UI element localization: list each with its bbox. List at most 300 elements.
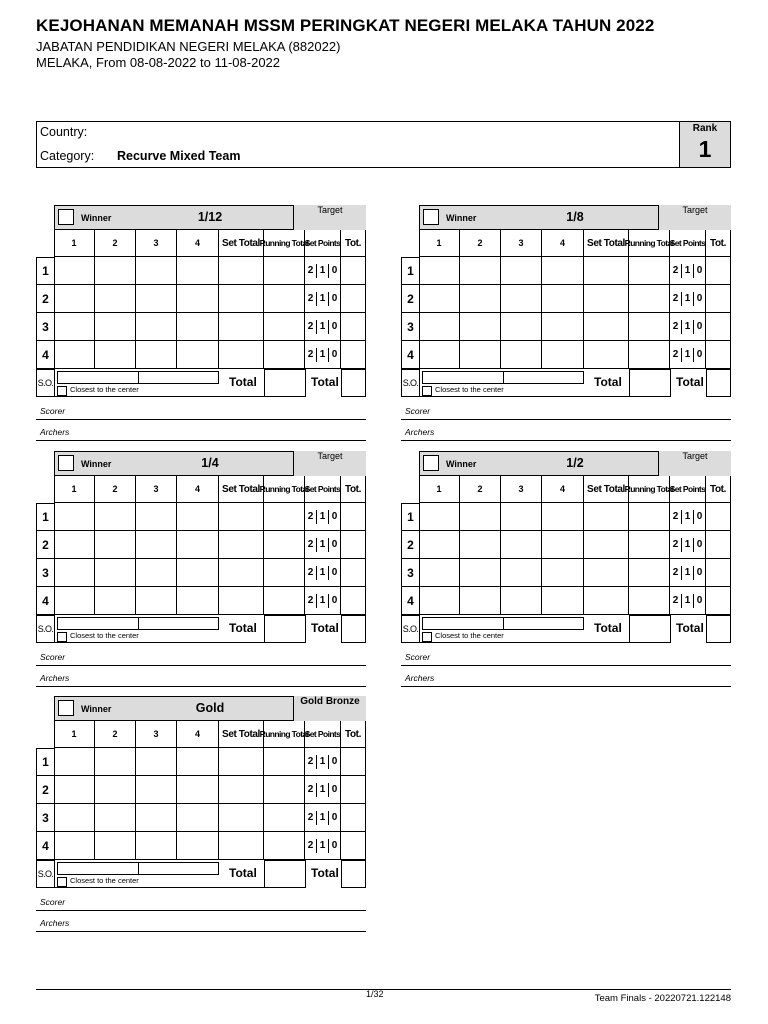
shoot-off-arrow-1[interactable] xyxy=(422,617,504,630)
set-total-cell[interactable] xyxy=(584,257,629,285)
arrow-score-cell[interactable] xyxy=(419,503,460,531)
arrow-score-cell[interactable] xyxy=(136,587,177,615)
set-total-cell[interactable] xyxy=(219,776,264,804)
set-point-option[interactable]: 2 xyxy=(670,264,682,278)
running-total-cell[interactable] xyxy=(264,587,305,615)
arrow-score-cell[interactable] xyxy=(501,587,542,615)
set-total-cell[interactable] xyxy=(219,313,264,341)
set-point-option[interactable]: 1 xyxy=(682,264,694,278)
set-points-options xyxy=(305,285,340,313)
set-point-option[interactable]: 2 xyxy=(305,538,317,552)
arrow-score-cell[interactable] xyxy=(54,776,95,804)
set-point-option[interactable]: 1 xyxy=(317,755,329,769)
set-point-option[interactable]: 0 xyxy=(696,595,703,606)
arrow-score-cell[interactable] xyxy=(177,776,219,804)
set-point-option[interactable]: 2 xyxy=(670,594,682,608)
set-point-option[interactable]: 2 xyxy=(670,510,682,524)
set-point-option[interactable]: 1 xyxy=(682,348,694,362)
target-box xyxy=(658,205,731,230)
arrow-score-cell[interactable] xyxy=(460,313,501,341)
running-total-cell[interactable] xyxy=(264,776,305,804)
set-point-option[interactable]: 0 xyxy=(331,265,338,276)
closest-label: Closest to the center xyxy=(70,876,139,885)
set-point-option[interactable]: 0 xyxy=(696,567,703,578)
arrow-score-cell[interactable] xyxy=(95,832,136,860)
set-total-sum-cell[interactable] xyxy=(629,615,671,643)
set-points-cell xyxy=(670,587,706,615)
arrow-score-cell[interactable] xyxy=(136,559,177,587)
closest-checkbox[interactable] xyxy=(422,386,432,396)
set-points-options xyxy=(305,804,340,832)
category-label: Category: xyxy=(40,149,95,163)
set-point-option[interactable]: 0 xyxy=(331,784,338,795)
arrow-score-cell[interactable] xyxy=(177,341,219,369)
arrow-score-cell[interactable] xyxy=(419,587,460,615)
set-point-option[interactable]: 0 xyxy=(696,321,703,332)
tot-cell[interactable] xyxy=(341,776,366,804)
set-points-cell xyxy=(670,313,706,341)
shoot-off-arrow-2[interactable] xyxy=(139,862,219,875)
arrow-score-cell[interactable] xyxy=(419,313,460,341)
tot-cell[interactable] xyxy=(706,587,731,615)
set-point-option[interactable]: 1 xyxy=(682,320,694,334)
round-title: 1/2 xyxy=(566,456,584,470)
arrow-score-cell[interactable] xyxy=(95,776,136,804)
arrow-score-cell[interactable] xyxy=(460,341,501,369)
set-point-option[interactable]: 1 xyxy=(317,320,329,334)
closest-checkbox[interactable] xyxy=(57,877,67,887)
divider xyxy=(54,642,266,643)
set-point-option[interactable]: 0 xyxy=(331,756,338,767)
set-point-option[interactable]: 1 xyxy=(682,566,694,580)
arrow-score-cell[interactable] xyxy=(542,313,584,341)
set-point-option[interactable]: 2 xyxy=(305,320,317,334)
arrow-score-cell[interactable] xyxy=(542,503,584,531)
set-point-option[interactable]: 2 xyxy=(670,566,682,580)
archers-line xyxy=(36,686,366,687)
closest-checkbox[interactable] xyxy=(57,386,67,396)
arrow-score-cell[interactable] xyxy=(542,531,584,559)
arrow-score-cell[interactable] xyxy=(419,559,460,587)
column-header: 1 xyxy=(419,476,460,502)
grand-total-cell[interactable] xyxy=(341,369,366,397)
set-point-option[interactable]: 0 xyxy=(696,539,703,550)
running-total-cell[interactable] xyxy=(629,341,670,369)
shoot-off-arrow-1[interactable] xyxy=(422,371,504,384)
tot-cell[interactable] xyxy=(341,559,366,587)
arrow-score-cell[interactable] xyxy=(95,804,136,832)
shoot-off-arrow-2[interactable] xyxy=(139,617,219,630)
arrow-score-cell[interactable] xyxy=(542,559,584,587)
running-total-cell[interactable] xyxy=(629,531,670,559)
grand-total-cell[interactable] xyxy=(706,369,731,397)
arrow-score-cell[interactable] xyxy=(177,587,219,615)
set-point-option[interactable]: 2 xyxy=(305,755,317,769)
arrow-score-cell[interactable] xyxy=(501,559,542,587)
arrow-score-cell[interactable] xyxy=(54,313,95,341)
end-number: 1 xyxy=(401,503,419,531)
set-point-option[interactable]: 1 xyxy=(682,292,694,306)
set-point-option[interactable]: 2 xyxy=(670,538,682,552)
arrow-score-cell[interactable] xyxy=(542,285,584,313)
arrow-score-cell[interactable] xyxy=(177,804,219,832)
arrow-score-cell[interactable] xyxy=(501,341,542,369)
scorer-label: Scorer xyxy=(405,406,431,416)
arrow-score-cell[interactable] xyxy=(177,257,219,285)
set-point-option[interactable]: 1 xyxy=(317,292,329,306)
set-points-cell xyxy=(670,559,706,587)
set-point-option[interactable]: 0 xyxy=(331,539,338,550)
arrow-score-cell[interactable] xyxy=(136,531,177,559)
grand-total-cell[interactable] xyxy=(341,860,366,888)
column-header: 2 xyxy=(95,230,136,256)
arrow-score-cell[interactable] xyxy=(54,804,95,832)
set-point-option[interactable]: 0 xyxy=(331,567,338,578)
arrow-score-cell[interactable] xyxy=(501,503,542,531)
scorer-line xyxy=(36,419,366,420)
arrow-score-cell[interactable] xyxy=(460,559,501,587)
archers-label: Archers xyxy=(40,673,70,683)
tot-cell[interactable] xyxy=(706,559,731,587)
arrow-score-cell[interactable] xyxy=(542,257,584,285)
set-total-cell[interactable] xyxy=(219,587,264,615)
set-point-option[interactable]: 1 xyxy=(317,538,329,552)
arrow-score-cell[interactable] xyxy=(177,285,219,313)
set-point-option[interactable]: 0 xyxy=(696,511,703,522)
set-total-sum-cell[interactable] xyxy=(264,615,306,643)
tot-cell[interactable] xyxy=(706,285,731,313)
running-total-cell[interactable] xyxy=(264,341,305,369)
set-total-cell[interactable] xyxy=(219,832,264,860)
grand-total-cell[interactable] xyxy=(706,615,731,643)
running-total-cell[interactable] xyxy=(264,503,305,531)
set-total-cell[interactable] xyxy=(219,257,264,285)
end-number: 1 xyxy=(36,503,54,531)
arrow-score-cell[interactable] xyxy=(95,503,136,531)
shoot-off-arrow-1[interactable] xyxy=(57,862,139,875)
set-point-option[interactable]: 2 xyxy=(305,566,317,580)
tot-cell[interactable] xyxy=(341,503,366,531)
running-total-cell[interactable] xyxy=(264,832,305,860)
end-number: 3 xyxy=(36,313,54,341)
running-total-cell[interactable] xyxy=(264,559,305,587)
winner-checkbox[interactable] xyxy=(58,455,74,471)
divider xyxy=(419,396,631,397)
arrow-score-cell[interactable] xyxy=(177,531,219,559)
column-header: Running Total xyxy=(264,230,305,256)
total-label: Total xyxy=(676,621,704,635)
shoot-off-label: S.O. xyxy=(36,369,54,397)
set-points-options xyxy=(305,587,340,615)
arrow-score-cell[interactable] xyxy=(460,257,501,285)
column-header: Set Points xyxy=(670,230,706,256)
tot-cell[interactable] xyxy=(706,313,731,341)
tot-cell[interactable] xyxy=(341,285,366,313)
arrow-score-cell[interactable] xyxy=(54,531,95,559)
column-header-row xyxy=(419,476,731,503)
set-point-option[interactable]: 2 xyxy=(305,839,317,853)
shoot-off-row xyxy=(36,860,366,888)
scorer-label: Scorer xyxy=(40,897,66,907)
set-points-cell xyxy=(305,285,341,313)
set-points-options xyxy=(305,776,340,804)
column-header: 2 xyxy=(460,476,501,502)
arrow-score-cell[interactable] xyxy=(460,285,501,313)
set-point-option[interactable]: 2 xyxy=(305,264,317,278)
arrow-score-cell[interactable] xyxy=(136,341,177,369)
set-point-option[interactable]: 2 xyxy=(305,292,317,306)
winner-checkbox[interactable] xyxy=(423,209,439,225)
column-header: 4 xyxy=(542,230,584,256)
running-total-cell[interactable] xyxy=(629,587,670,615)
set-total-cell[interactable] xyxy=(219,559,264,587)
set-points-cell xyxy=(305,503,341,531)
set-point-option[interactable]: 1 xyxy=(317,348,329,362)
arrow-score-cell[interactable] xyxy=(177,503,219,531)
divider xyxy=(54,369,55,397)
arrow-score-cell[interactable] xyxy=(460,587,501,615)
set-point-option[interactable]: 1 xyxy=(682,538,694,552)
column-header: 3 xyxy=(501,476,542,502)
grand-total-cell[interactable] xyxy=(341,615,366,643)
arrow-score-cell[interactable] xyxy=(542,341,584,369)
set-points-cell xyxy=(670,531,706,559)
column-header: 4 xyxy=(177,721,219,747)
arrow-score-cell[interactable] xyxy=(95,257,136,285)
arrow-score-cell[interactable] xyxy=(54,587,95,615)
running-total-cell[interactable] xyxy=(629,313,670,341)
arrow-score-cell[interactable] xyxy=(136,503,177,531)
arrow-score-cell[interactable] xyxy=(95,341,136,369)
column-header: 2 xyxy=(95,476,136,502)
arrow-score-cell[interactable] xyxy=(419,341,460,369)
arrow-score-cell[interactable] xyxy=(54,341,95,369)
set-total-cell[interactable] xyxy=(584,587,629,615)
tot-cell[interactable] xyxy=(706,531,731,559)
set-point-option[interactable]: 1 xyxy=(317,839,329,853)
set-point-option[interactable]: 0 xyxy=(331,321,338,332)
set-point-option[interactable]: 2 xyxy=(305,811,317,825)
sheet-header xyxy=(54,205,366,230)
running-total-cell[interactable] xyxy=(629,285,670,313)
arrow-score-cell[interactable] xyxy=(136,804,177,832)
location-dates-line: MELAKA, From 08-08-2022 to 11-08-2022 xyxy=(36,55,281,70)
set-points-options xyxy=(305,748,340,776)
set-total-cell[interactable] xyxy=(584,285,629,313)
arrow-score-cell[interactable] xyxy=(501,313,542,341)
set-point-option[interactable]: 1 xyxy=(317,594,329,608)
running-total-cell[interactable] xyxy=(264,531,305,559)
print-stamp: Team Finals - 20220721.122148 xyxy=(594,993,731,1004)
set-total-cell[interactable] xyxy=(219,804,264,832)
arrow-score-cell[interactable] xyxy=(501,257,542,285)
target-box xyxy=(293,696,366,721)
tot-cell[interactable] xyxy=(341,748,366,776)
arrow-score-cell[interactable] xyxy=(95,285,136,313)
set-point-option[interactable]: 1 xyxy=(317,566,329,580)
running-total-cell[interactable] xyxy=(264,285,305,313)
arrow-score-cell[interactable] xyxy=(95,587,136,615)
set-total-cell[interactable] xyxy=(219,748,264,776)
set-point-option[interactable]: 0 xyxy=(331,595,338,606)
end-number: 4 xyxy=(401,341,419,369)
arrow-score-cell[interactable] xyxy=(542,587,584,615)
shoot-off-arrow-2[interactable] xyxy=(139,371,219,384)
tot-cell[interactable] xyxy=(341,313,366,341)
set-point-option[interactable]: 2 xyxy=(305,783,317,797)
set-point-option[interactable]: 1 xyxy=(317,264,329,278)
tot-cell[interactable] xyxy=(341,832,366,860)
set-point-option[interactable]: 0 xyxy=(331,812,338,823)
shoot-off-label: S.O. xyxy=(36,860,54,888)
arrow-score-cell[interactable] xyxy=(54,257,95,285)
set-points-options xyxy=(305,503,340,531)
column-header: Tot. xyxy=(710,237,726,249)
closest-checkbox[interactable] xyxy=(422,632,432,642)
end-number: 4 xyxy=(36,832,54,860)
shoot-off-label: S.O. xyxy=(401,615,419,643)
tot-cell[interactable] xyxy=(341,587,366,615)
arrow-score-cell[interactable] xyxy=(54,559,95,587)
tot-cell[interactable] xyxy=(341,257,366,285)
arrow-score-cell[interactable] xyxy=(95,531,136,559)
arrow-score-cell[interactable] xyxy=(501,531,542,559)
set-point-option[interactable]: 2 xyxy=(670,348,682,362)
shoot-off-arrow-1[interactable] xyxy=(57,371,139,384)
set-point-option[interactable]: 1 xyxy=(317,811,329,825)
tot-cell[interactable] xyxy=(706,503,731,531)
running-total-cell[interactable] xyxy=(629,257,670,285)
shoot-off-arrow-1[interactable] xyxy=(57,617,139,630)
rank-label: Rank xyxy=(692,123,718,134)
set-points-cell xyxy=(670,285,706,313)
running-total-cell[interactable] xyxy=(264,748,305,776)
end-number: 3 xyxy=(36,804,54,832)
running-total-cell[interactable] xyxy=(264,257,305,285)
end-number: 3 xyxy=(401,313,419,341)
tot-cell[interactable] xyxy=(706,341,731,369)
column-header: Set Total xyxy=(219,721,264,747)
arrow-score-cell[interactable] xyxy=(95,748,136,776)
winner-checkbox[interactable] xyxy=(58,209,74,225)
set-total-cell[interactable] xyxy=(584,531,629,559)
arrow-score-cell[interactable] xyxy=(136,285,177,313)
set-total-cell[interactable] xyxy=(219,341,264,369)
column-header: Set Total xyxy=(584,230,629,256)
set-point-option[interactable]: 1 xyxy=(317,783,329,797)
set-point-option[interactable]: 2 xyxy=(305,594,317,608)
arrow-score-cell[interactable] xyxy=(136,748,177,776)
arrow-score-cell[interactable] xyxy=(136,832,177,860)
running-total-cell[interactable] xyxy=(629,503,670,531)
arrow-score-cell[interactable] xyxy=(136,257,177,285)
set-total-sum-cell[interactable] xyxy=(629,369,671,397)
end-rows xyxy=(36,503,366,643)
tot-cell[interactable] xyxy=(706,257,731,285)
shoot-off-arrow-2[interactable] xyxy=(504,371,584,384)
arrow-score-cell[interactable] xyxy=(95,313,136,341)
set-point-option[interactable]: 0 xyxy=(696,349,703,360)
running-total-cell[interactable] xyxy=(264,804,305,832)
set-total-cell[interactable] xyxy=(584,559,629,587)
arrow-score-cell[interactable] xyxy=(177,313,219,341)
arrow-score-cell[interactable] xyxy=(460,503,501,531)
arrow-score-cell[interactable] xyxy=(501,285,542,313)
set-total-cell[interactable] xyxy=(584,341,629,369)
column-header: 4 xyxy=(542,476,584,502)
running-total-cell[interactable] xyxy=(264,313,305,341)
set-total-cell[interactable] xyxy=(584,313,629,341)
arrow-score-cell[interactable] xyxy=(177,559,219,587)
set-point-option[interactable]: 1 xyxy=(682,510,694,524)
arrow-score-cell[interactable] xyxy=(54,832,95,860)
arrow-score-cell[interactable] xyxy=(54,748,95,776)
set-total-cell[interactable] xyxy=(584,503,629,531)
end-number: 1 xyxy=(401,257,419,285)
archers-line xyxy=(36,931,366,932)
arrow-score-cell[interactable] xyxy=(54,285,95,313)
set-point-option[interactable]: 1 xyxy=(682,594,694,608)
set-total-sum-cell[interactable] xyxy=(264,860,306,888)
tot-cell[interactable] xyxy=(341,341,366,369)
set-point-option[interactable]: 2 xyxy=(670,320,682,334)
set-point-option[interactable]: 0 xyxy=(331,840,338,851)
scorer-label: Scorer xyxy=(40,406,66,416)
arrow-score-cell[interactable] xyxy=(177,748,219,776)
target-box xyxy=(658,451,731,476)
set-total-cell[interactable] xyxy=(219,531,264,559)
arrow-score-cell[interactable] xyxy=(419,257,460,285)
winner-checkbox[interactable] xyxy=(58,700,74,716)
set-point-option[interactable]: 0 xyxy=(331,349,338,360)
running-total-cell[interactable] xyxy=(629,559,670,587)
set-total-sum-cell[interactable] xyxy=(264,369,306,397)
set-point-option[interactable]: 0 xyxy=(696,265,703,276)
set-total-cell[interactable] xyxy=(219,503,264,531)
arrow-score-cell[interactable] xyxy=(95,559,136,587)
column-header: 3 xyxy=(136,721,177,747)
arrow-score-cell[interactable] xyxy=(460,531,501,559)
end-number: 1 xyxy=(36,257,54,285)
tot-cell[interactable] xyxy=(341,804,366,832)
shoot-off-arrow-2[interactable] xyxy=(504,617,584,630)
set-points-cell xyxy=(670,257,706,285)
arrow-score-cell[interactable] xyxy=(419,285,460,313)
column-header-row xyxy=(54,230,366,257)
tot-cell[interactable] xyxy=(341,531,366,559)
arrow-score-cell[interactable] xyxy=(136,776,177,804)
set-point-option[interactable]: 2 xyxy=(305,348,317,362)
set-points-options xyxy=(305,832,340,860)
closest-checkbox[interactable] xyxy=(57,632,67,642)
set-point-option[interactable]: 0 xyxy=(331,511,338,522)
arrow-score-cell[interactable] xyxy=(419,531,460,559)
set-point-option[interactable]: 2 xyxy=(305,510,317,524)
set-point-option[interactable]: 0 xyxy=(331,293,338,304)
arrow-score-cell[interactable] xyxy=(136,313,177,341)
scorer-line xyxy=(401,665,731,666)
set-point-option[interactable]: 1 xyxy=(317,510,329,524)
set-point-option[interactable]: 0 xyxy=(696,293,703,304)
column-header: Tot. xyxy=(710,483,726,495)
set-point-option[interactable]: 2 xyxy=(670,292,682,306)
set-points-options xyxy=(305,313,340,341)
arrow-score-cell[interactable] xyxy=(54,503,95,531)
arrow-score-cell[interactable] xyxy=(177,832,219,860)
set-total-cell[interactable] xyxy=(219,285,264,313)
winner-checkbox[interactable] xyxy=(423,455,439,471)
archers-line xyxy=(401,686,731,687)
